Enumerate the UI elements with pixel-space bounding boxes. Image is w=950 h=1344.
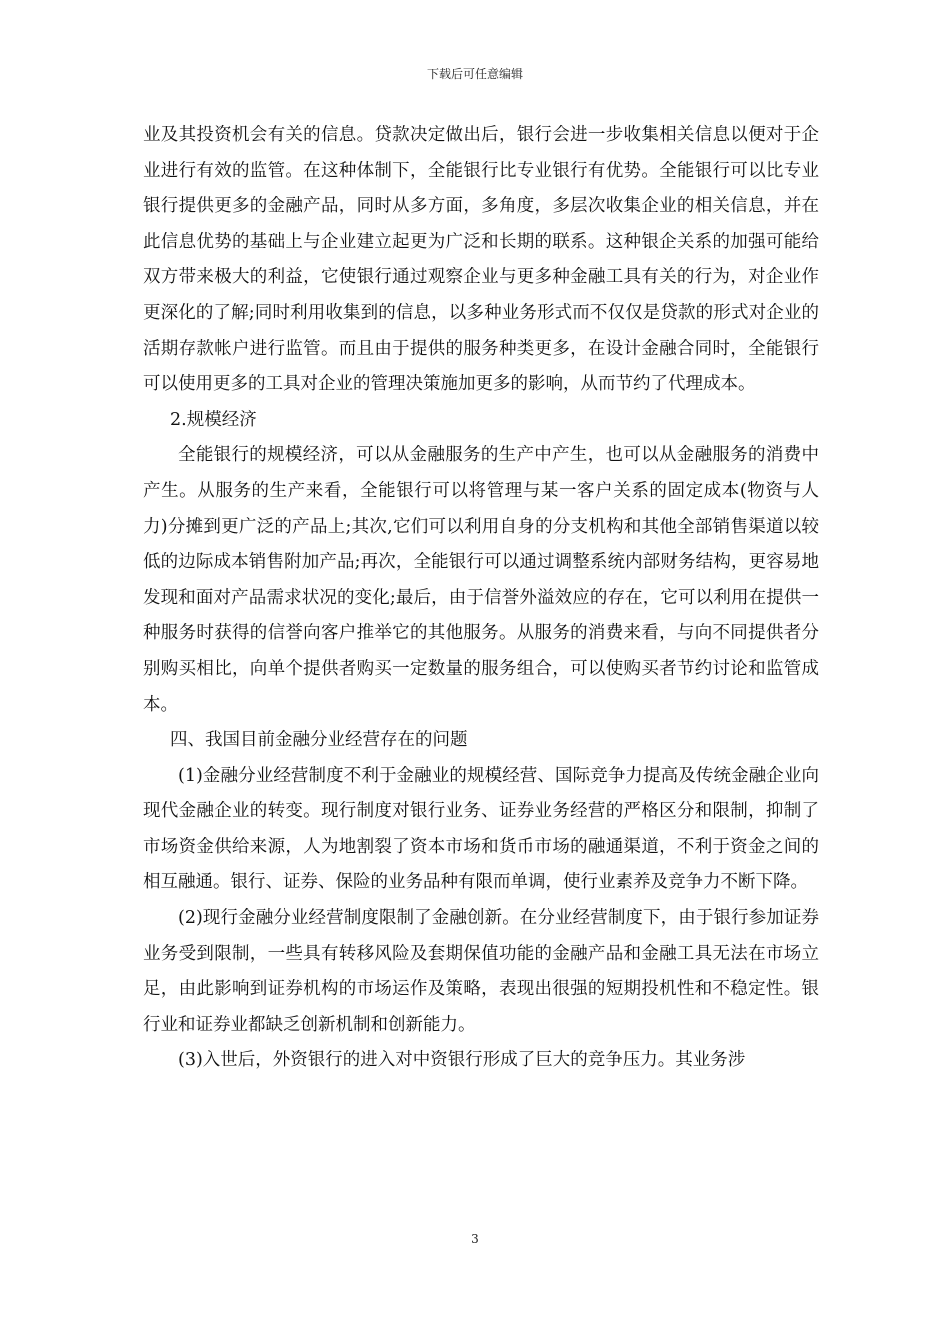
section-heading-economies-of-scale: 2.规模经济 [170,409,257,430]
paragraph-problem-1: (1)金融分业经营制度不利于金融业的规模经营、国际竞争力提高及传统金融企业向现代金融企业的转变。现行制度对银行业务、证券业务经营的严格区分和限制，抑制了市场资金供给来源，人为地割裂了资本市场和货币市场的融通渠道，不利于资金之间的相互融通。银行、证券、保险的业务品种有限而单调，使行业素养及竞争力不断下降。 [143,765,819,893]
paragraph-problem-2: (2)现行金融分业经营制度限制了金融创新。在分业经营制度下，由于银行参加证券业务受到限制，一些具有转移风险及套期保值功能的金融产品和金融工具无法在市场立足，由此影响到证券机构的市场运作及策略，表现出很强的短期投机性和不稳定性。银行业和证券业都缺乏创新机制和创新能力。 [143,908,819,1035]
page-header: 下载后可任意编辑 [426,67,523,81]
section-heading-problems: 四、我国目前金融分业经营存在的问题 [170,730,468,751]
paragraph-economies-of-scale: 全能银行的规模经济，可以从金融服务的生产中产生，也可以从金融服务的消费中产生。从服务的生产来看，全能银行可以将管理与某一客户关系的固定成本(物资与人力)分摊到更广泛的产品上;其次,它们可以利用自身的分支机构和其他全部销售渠道以较低的边际成本销售附加产品;再次，全能银行可以通过调整系统内部财务结构，更容易地发现和面对产品需求状况的变化;最后，由于信誉外溢效应的存在，它可以利用在提供一种服务时获得的信誉向客户推举它的其他服务。从服务的消费来看，与向不同提供者分别购买相比，向单个提供者购买一定数量的服务组合，可以使购买者节约讨论和监管成本。 [143,445,819,715]
document-body [143,118,819,1079]
page-number: 3 [471,1232,479,1246]
paragraph-problem-3: (3)入世后，外资银行的进入对中资银行形成了巨大的竞争压力。其业务涉 [178,1050,746,1071]
paragraph-information-advantage: 业及其投资机会有关的信息。贷款决定做出后，银行会进一步收集相关信息以便对于企业进行有效的监管。在这种体制下，全能银行比专业银行有优势。全能银行可以比专业银行提供更多的金融产品，同时从多方面，多角度，多层次收集企业的相关信息，并在此信息优势的基础上与企业建立起更为广泛和长期的联系。这种银企关系的加强可能给双方带来极大的利益，它使银行通过观察企业与更多种金融工具有关的行为，对企业作更深化的了解;同时利用收集到的信息，以多种业务形式而不仅仅是贷款的形式对企业的活期存款帐户进行监管。而且由于提供的服务种类更多，在设计金融合同时，全能银行可以使用更多的工具对企业的管理决策施加更多的影响，从而节约了代理成本。 [143,125,819,395]
